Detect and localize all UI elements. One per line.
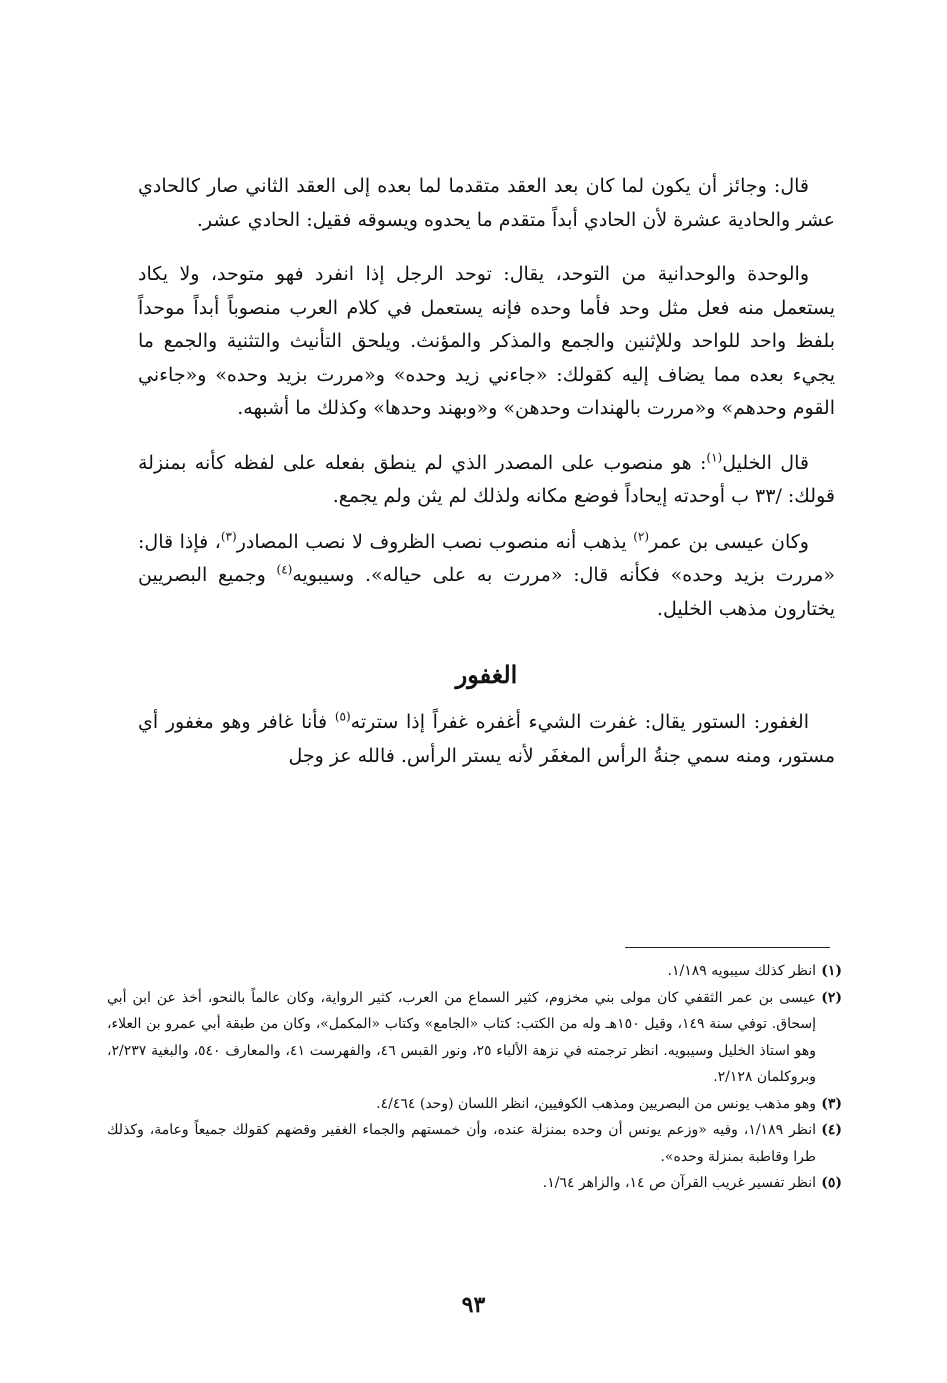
page-number: ٩٣ <box>461 1292 486 1318</box>
footnote-marker: (٤) <box>276 562 293 577</box>
paragraph-1: قال: وجائز أن يكون لما كان بعد العقد متقدما لما بعده إلى العقد الثاني صار كالحادي عشر والحادية عشرة لأن الحادي أبداً متقدم ما يحدوه ويسوقه فقيل: الحادي عشر. <box>138 175 835 231</box>
main-text <box>138 170 835 794</box>
footnote-number: (٥) <box>821 1175 842 1191</box>
footnote-number: (١) <box>821 963 842 979</box>
text-span: ، فإذا قال: «مررت بزيد وحده» فكأنه قال: «مررت به على حياله». وسيبويه <box>138 530 836 586</box>
text-span: فأنا غافر وهو مغفور أي مستور، ومنه سمي جنةُ الرأس المغفَر لأنه يستر الرأس. فالله عز وجل <box>138 711 835 767</box>
paragraph-5 <box>138 706 835 773</box>
footnote-2 <box>107 985 842 1091</box>
text-span: يذهب أنه منصوب نصب الظروف لا نصب المصادر <box>236 530 634 553</box>
text-span: وكان عيسى بن عمر <box>649 530 809 553</box>
footnotes <box>107 958 842 1197</box>
footnote-number: (٤) <box>821 1122 842 1138</box>
footnote-marker: (١) <box>706 450 723 465</box>
footnote-separator <box>625 947 830 948</box>
paragraph-3 <box>138 447 835 514</box>
footnote-3 <box>107 1091 842 1118</box>
footnote-text: وهو مذهب يونس من البصريين ومذهب الكوفيين، انظر اللسان (وحد) ٤/٤٦٤. <box>376 1095 816 1112</box>
paragraph-4 <box>138 526 835 627</box>
footnote-text: انظر كذلك سيبويه ١/١٨٩. <box>667 963 816 979</box>
footnote-marker: (٢) <box>633 529 650 544</box>
text-span: وجميع البصريين يختارون مذهب الخليل. <box>138 564 835 620</box>
footnote-text: عيسى بن عمر الثقفي كان مولى بني مخزوم، كثير السماع من العرب، كثير الرواية، وكان عالماً بالنحو، أخذ عن ابن أبي إسحاق. توفي سنة ١٤٩، وقيل ١٥٠هـ وله من الكتب: كتاب «الجامع» وكتاب «المكمل»، وكان من طبقة أبي عمرو بن العلاء، وهو استاذ الخليل وسيبويه. انظر ترجمته في نزهة الألباء ٢٥، ونور القبس ٤٦، والفهرست ٤١، والمعارف ٥٤٠، والبغية ٢/٢٣٧، وبروكلمان ٢/١٢٨. <box>107 989 816 1085</box>
footnote-number: (٣) <box>821 1095 842 1112</box>
footnote-4 <box>107 1117 842 1170</box>
footnote-marker: (٥) <box>334 709 351 724</box>
text-span: الغفور: الستور يقال: غفرت الشيء أغفره غفراً إذا سترته <box>350 711 809 733</box>
footnote-text: انظر تفسير غريب القرآن ص ١٤، والزاهر ١/٦٤. <box>542 1175 816 1191</box>
footnote-5 <box>107 1170 842 1197</box>
paragraph-2: والوحدة والوحدانية من التوحد، يقال: توحد الرجل إذا انفرد فهو متوحد، ولا يكاد يستعمل منه فعل مثل وحد فأما وحده فإنه يستعمل في كلام العرب منصوباً أبداً موحداً بلفظ واحد للواحد وللإثنين والجمع والمذكر والمؤنث. ويلحق التأنيث والتثنية والجمع ما يجيء بعده مما يضاف إليه كقولك: «جاءني زيد وحده» و«مررت بزيد وحده» و«جاءني القوم وحدهم» و«مررت بالهندات وحدهن» و«وبهند وحدها» وكذلك ما أشبهه. <box>138 263 835 419</box>
footnote-number: (٢) <box>821 989 842 1006</box>
section-heading: الغفور <box>455 660 518 689</box>
footnote-1 <box>107 958 842 985</box>
text-span: : هو منصوب على المصدر الذي لم ينطق بفعله على لفظه كأنه بمنزلة قولك: /٣٣ ب أوحدته إيحاداً فوضع مكانه ولذلك لم يثن ولم يجمع. <box>138 451 835 507</box>
footnote-text: انظر ١/١٨٩، وفيه «وزعم يونس أن وحده بمنزلة عنده، وأن خمستهم والجماء الغفير وقضهم كقولك جميعاً وعامة، وكذلك طرا وقاطبة بمنزلة وحده». <box>107 1122 816 1165</box>
text-span: قال الخليل <box>722 451 809 474</box>
footnote-marker: (٣) <box>220 529 237 544</box>
